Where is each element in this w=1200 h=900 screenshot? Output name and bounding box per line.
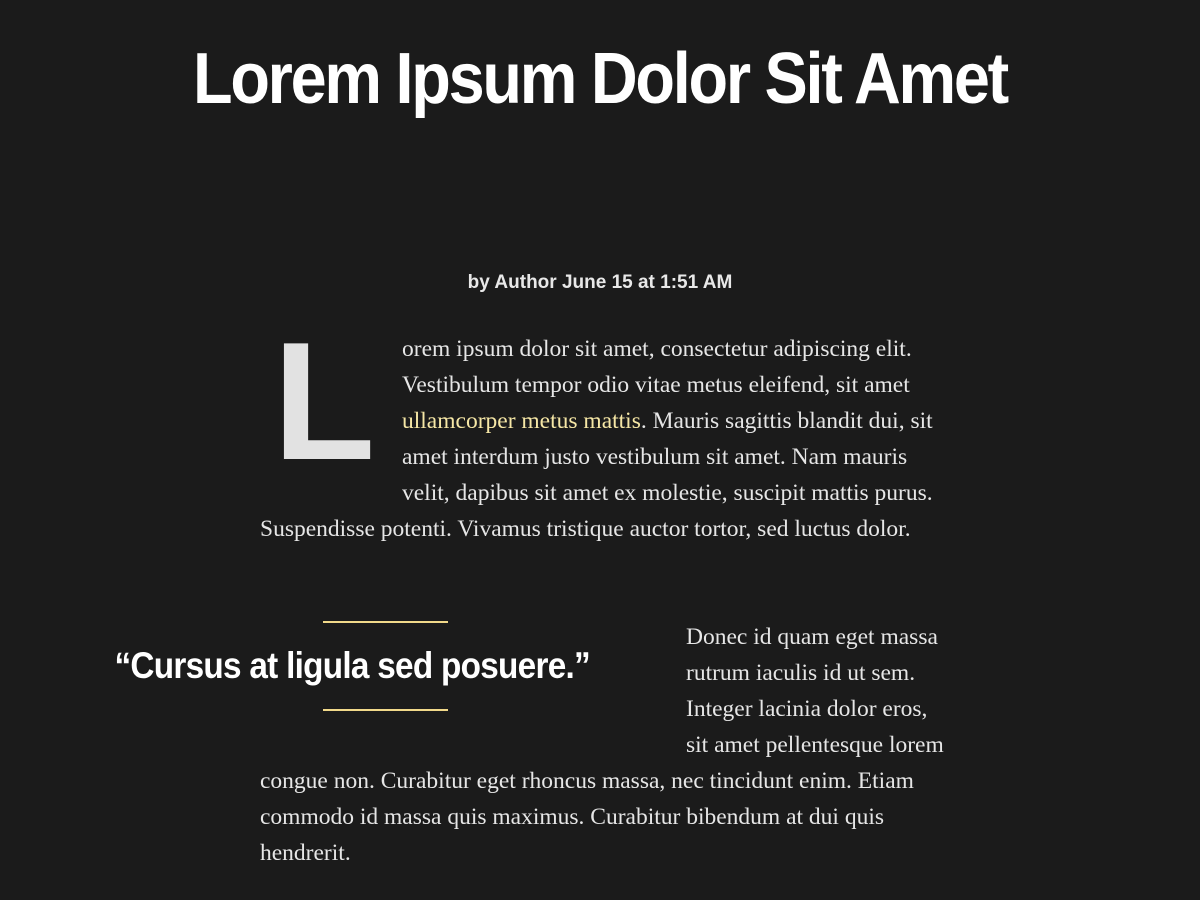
pull-quote-bottom-rule — [323, 709, 448, 711]
pull-quote-text: “Cursus at ligula sed posuere.” — [114, 645, 590, 686]
article-title: Lorem Ipsum Dolor Sit Amet — [193, 39, 1007, 119]
pull-quote — [90, 621, 590, 711]
paragraph-1-text-end: . Mauris sagittis blandit dui, sit amet interdum justo vestibulum sit amet. Nam mauris velit, dapibus sit amet ex molestie, suscipit mattis purus. Suspendisse potenti. Vivamus tristique auctor tortor, sed luctus dolor. — [260, 408, 933, 542]
pull-quote-top-rule — [323, 621, 448, 623]
inline-link[interactable]: ullamcorper metus mattis — [402, 408, 641, 434]
paragraph-1 — [260, 307, 944, 547]
drop-cap: L — [272, 307, 376, 495]
paragraph-1-text-start: orem ipsum dolor sit amet, consectetur adipiscing elit. Vestibulum tempor odio vitae metus eleifend, sit amet — [402, 336, 912, 398]
paragraph-2-text: Donec id quam eget massa rutrum iaculis id ut sem. Integer lacinia dolor eros, sit amet pellentesque lorem congue non. Curabitur eget rhoncus massa, nec tincidunt enim. Etiam commodo id massa quis maximus. Curabitur bibendum at dui quis hendrerit. — [260, 624, 944, 866]
byline: by Author June 15 at 1:51 AM — [467, 272, 733, 293]
